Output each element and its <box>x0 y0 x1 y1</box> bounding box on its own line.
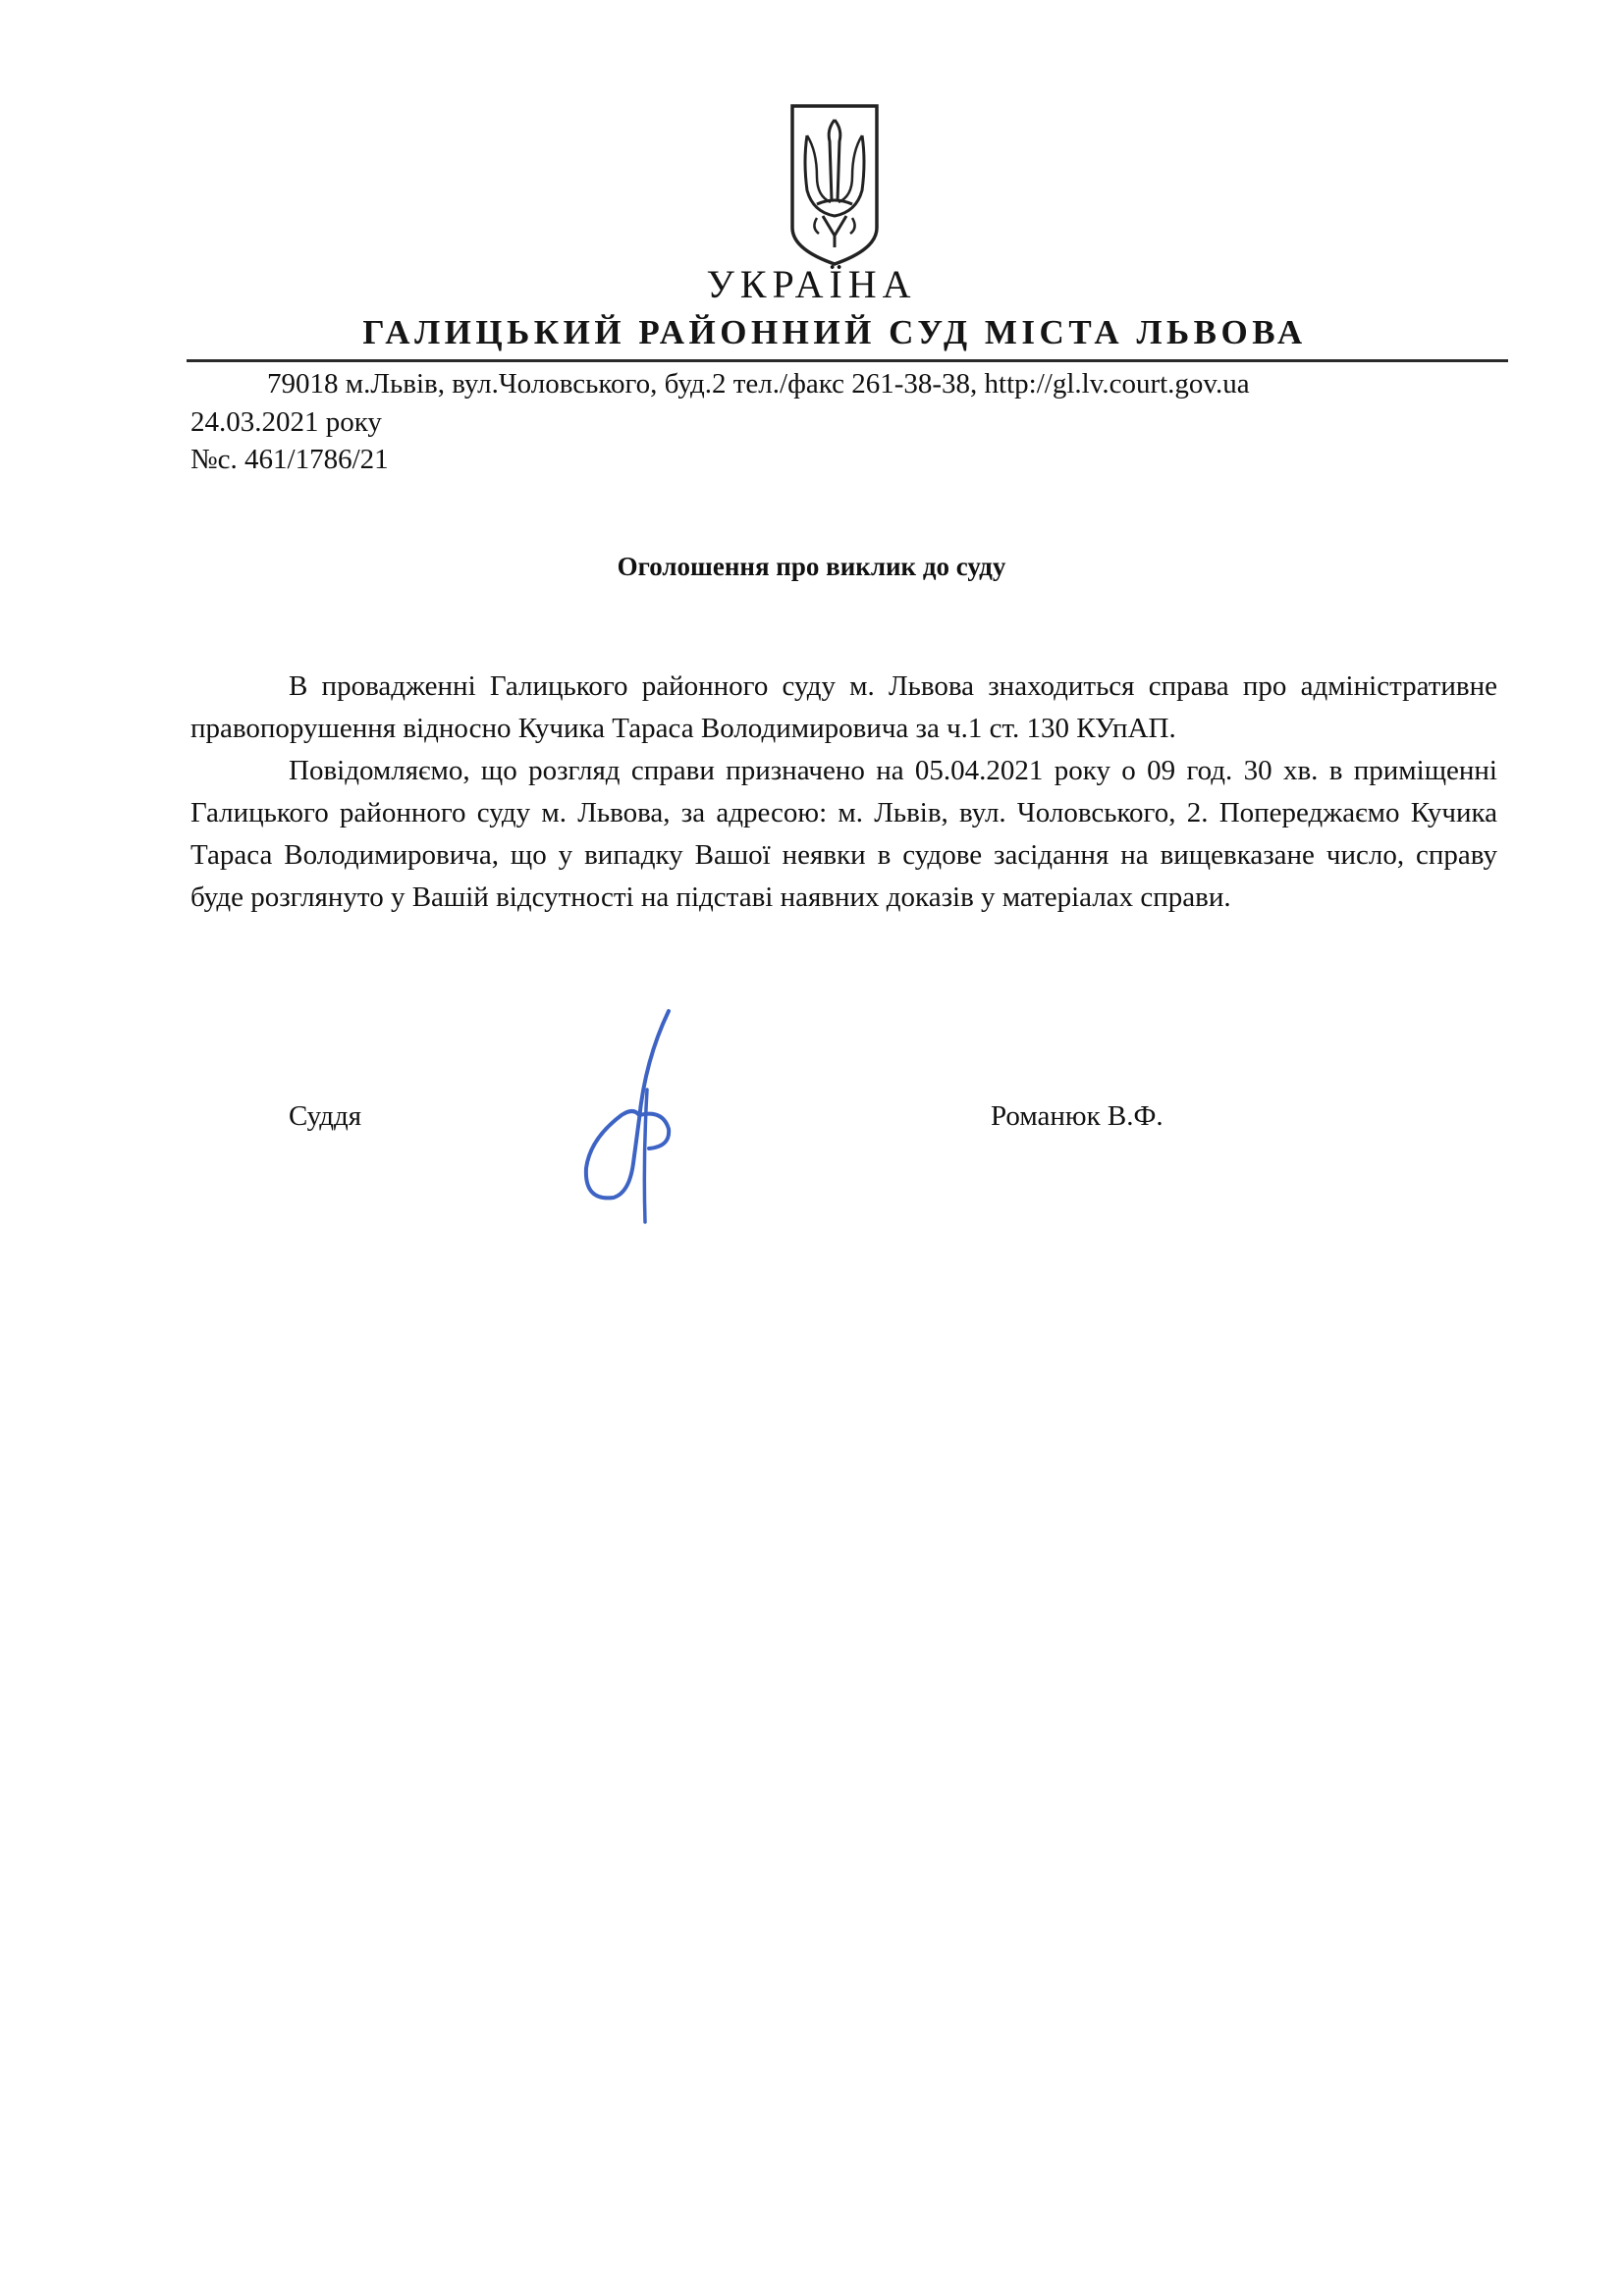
handwritten-signature <box>574 991 702 1237</box>
court-name-heading: ГАЛИЦЬКИЙ РАЙОННИЙ СУД МІСТА ЛЬВОВА <box>362 313 1307 351</box>
body-paragraph: В провадженні Галицького районного суду м. Львова знаходиться справа про адміністративне правопорушення відносно Кучика Тараса Володимировича за ч.1 ст. 130 КУпАП. <box>190 670 1497 744</box>
judge-name: Романюк В.Ф. <box>991 1100 1163 1132</box>
body-paragraph: Повідомляємо, що розгляд справи призначено на 05.04.2021 року о 09 год. 30 хв. в приміщенні Галицького районного суду м. Львова, за адресою: м. Львів, вул. Чоловського, 2. Попереджаємо Кучика Тараса Володимировича, що у випадку Вашої неявки в судове засідання на вищевказане число, справу буде розглянуто у Вашій відсутності на підставі наявних доказів у матеріалах справи. <box>190 755 1497 913</box>
document-body <box>190 666 1497 919</box>
case-number: №с. 461/1786/21 <box>190 444 389 475</box>
judge-label: Суддя <box>289 1100 362 1132</box>
court-address: 79018 м.Львів, вул.Чоловського, буд.2 тел./факс 261-38-38, http://gl.lv.court.gov.ua <box>267 368 1250 400</box>
trident-emblem-icon <box>787 102 882 267</box>
country-heading: УКРАЇНА <box>706 262 917 306</box>
document-title: Оголошення про виклик до суду <box>617 552 1006 581</box>
header-divider <box>187 359 1508 362</box>
document-date: 24.03.2021 року <box>190 406 382 438</box>
